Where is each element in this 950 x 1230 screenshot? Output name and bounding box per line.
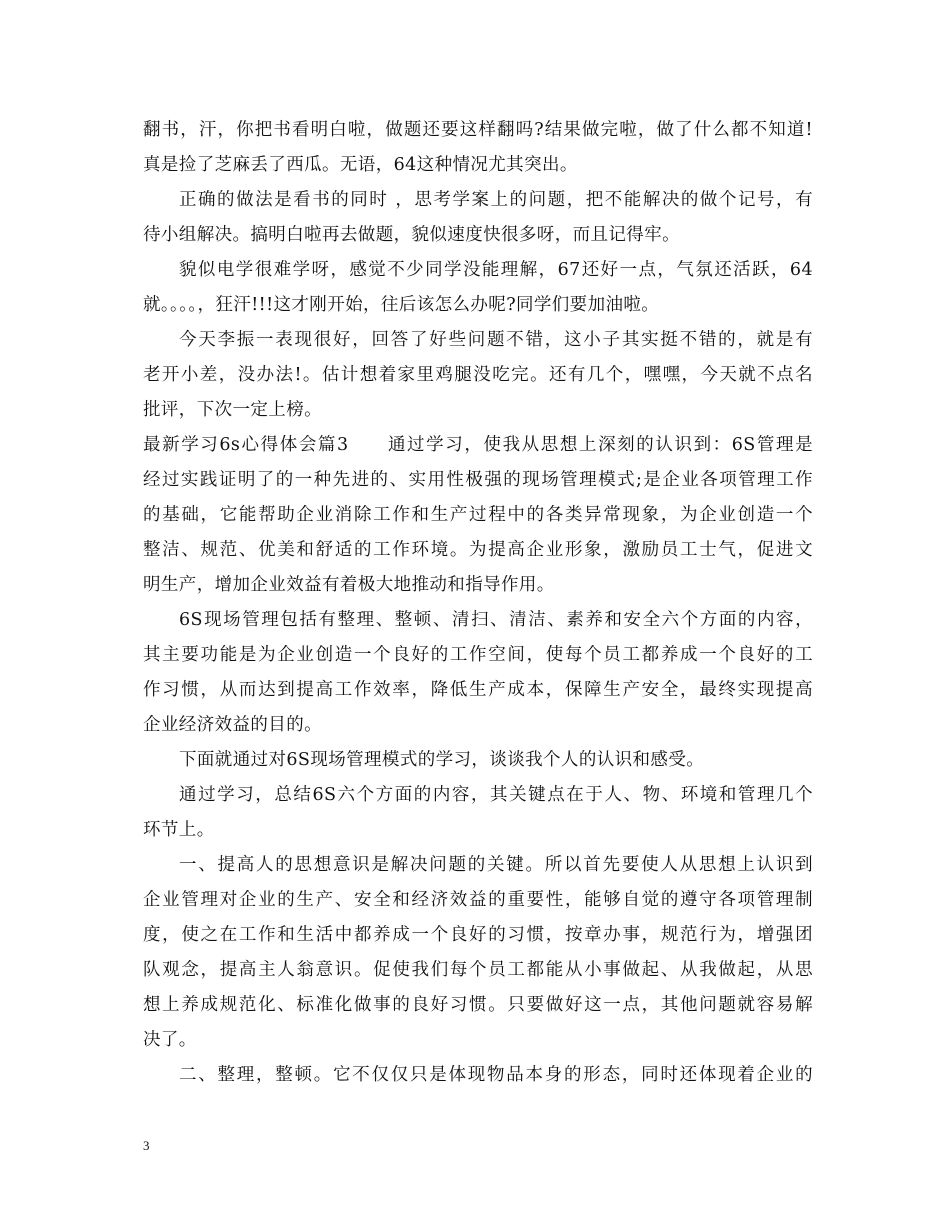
text-line: 明生产，增加企业效益有着极大地推动和指导作用。 (143, 575, 555, 595)
text-line: 度，使之在工作和生活中都养成一个良好的习惯，按章办事，规范行为，增强团 (143, 925, 813, 945)
text-line: 二、整理，整顿。它不仅仅只是体现物品本身的形态，同时还体现着企业的 (179, 1065, 813, 1085)
text-line: 经过实践证明了的一种先进的、实用性极强的现场管理模式;是企业各项管理工作 (143, 470, 813, 490)
text-line: 作习惯，从而达到提高工作效率，降低生产成本，保障生产安全，最终实现提高 (143, 680, 813, 700)
text-line: 环节上。 (143, 820, 215, 840)
text-line: 6S现场管理包括有整理、整顿、清扫、清洁、素养和安全六个方面的内容， (179, 610, 813, 630)
text-line: 最新学习6s心得体会篇3 通过学习，使我从思想上深刻的认识到：6S管理是 (143, 435, 813, 455)
text-line: 待小组解决。搞明白啦再去做题，貌似速度快很多呀，而且记得牢。 (143, 225, 680, 245)
text-line: 其主要功能是为企业创造一个良好的工作空间，使每个员工都养成一个良好的工 (143, 645, 813, 665)
text-line: 通过学习，总结6S六个方面的内容，其关键点在于人、物、环境和管理几个 (179, 785, 813, 805)
text-line: 队观念，提高主人翁意识。促使我们每个员工都能从小事做起、从我做起，从思 (143, 960, 813, 980)
text-line: 企业管理对企业的生产、安全和经济效益的重要性，能够自觉的遵守各项管理制 (143, 890, 813, 910)
text-line: 企业经济效益的目的。 (143, 715, 322, 735)
text-line: 正确的做法是看书的同时 ，思考学案上的问题，把不能解决的做个记号，有 (179, 190, 813, 210)
text-line: 就。。。。，狂汗!!!这才刚开始，往后该怎么办呢?同学们要加油啦。 (143, 295, 660, 315)
text-line: 的基础，它能帮助企业消除工作和生产过程中的各类异常现象，为企业创造一个 (143, 505, 813, 525)
text-line: 貌似电学很难学呀，感觉不少同学没能理解，67还好一点，气氛还活跃，64 (179, 260, 813, 280)
text-line: 一、提高人的思想意识是解决问题的关键。所以首先要使人从思想上认识到 (179, 855, 813, 875)
text-line: 下面就通过对6S现场管理模式的学习，谈谈我个人的认识和感受。 (179, 750, 705, 770)
text-line: 决了。 (143, 1030, 197, 1050)
text-line: 老开小差，没办法!。估计想着家里鸡腿没吃完。还有几个，嘿嘿，今天就不点名 (143, 365, 813, 385)
text-line: 整洁、规范、优美和舒适的工作环境。为提高企业形象，激励员工士气，促进文 (143, 540, 813, 560)
text-line: 今天李振一表现很好，回答了好些问题不错，这小子其实挺不错的，就是有 (179, 330, 813, 350)
text-line: 批评，下次一定上榜。 (143, 400, 322, 420)
text-line: 真是捡了芝麻丢了西瓜。无语，64这种情况尤其突出。 (143, 155, 578, 175)
page-number: 3 (143, 1138, 150, 1153)
body-text (143, 113, 813, 1093)
text-line: 翻书，汗，你把书看明白啦，做题还要这样翻吗?结果做完啦，做了什么都不知道! (143, 120, 813, 140)
text-line: 想上养成规范化、标准化做事的良好习惯。只要做好这一点，其他问题就容易解 (143, 995, 813, 1015)
